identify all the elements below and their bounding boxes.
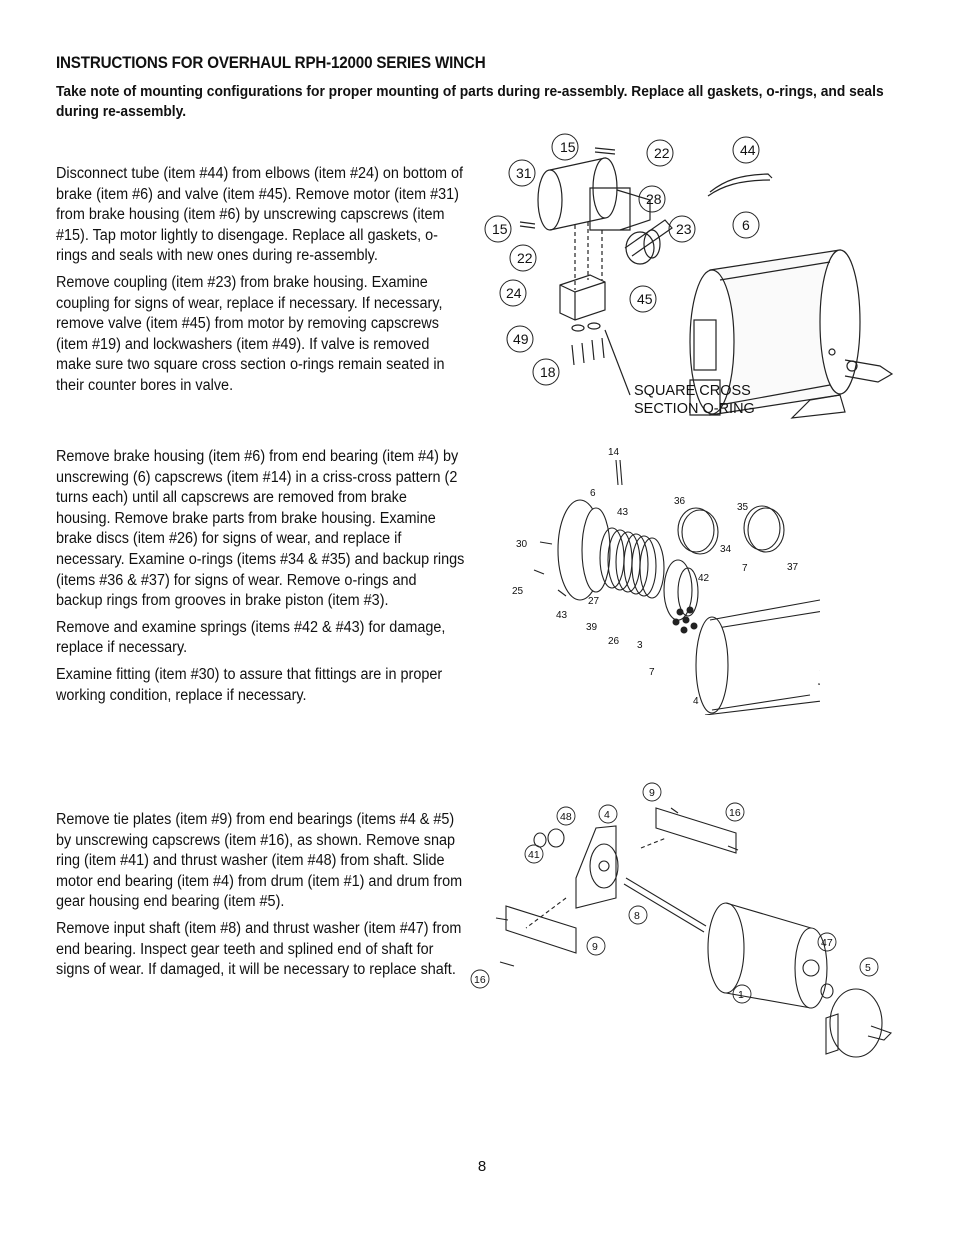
figure-brake-svg [500,440,820,715]
callout-label: 5 [865,962,871,974]
callout-label: 7 [742,563,748,574]
figure-motor-exploded-view [480,130,910,430]
callout-label: 43 [617,507,629,518]
callout-label: 39 [586,622,598,633]
callout-label: 1 [738,989,744,1001]
paragraph: Remove input shaft (item #8) and thrust washer (item #47) from end bearing. Inspect gear teeth and splined end of shaft for signs of wear. If damaged, it will be necessary to replace shaft. [56,919,462,979]
callout-label: 42 [698,573,710,584]
section-drum-removal [56,810,463,987]
callout-label: 25 [512,586,524,597]
callout-label: 24 [506,285,522,301]
callout-label: 34 [720,544,732,555]
callout-label: 9 [592,941,598,953]
callout-label: 48 [560,811,572,823]
callout-label: 22 [517,250,533,266]
callout-label: 47 [821,937,833,949]
callout-label: 45 [637,291,653,307]
paragraph: Disconnect tube (item #44) from elbows (item #24) on bottom of brake (item #6) and valve (item #45). Remove motor (item #31) from brake housing (item #6) by unscrewing capscrews (item #15). Tap motor lightly to disengage. Replace all gaskets, o-rings and seals with new ones during re-assembly. [56,165,464,265]
callout-label: 36 [674,496,686,507]
callout-label: 14 [608,447,620,458]
callout-label: 15 [560,139,576,155]
callout-label: 31 [516,165,532,181]
section-motor-removal [56,164,464,403]
callout-label: 18 [540,364,556,380]
callout-label: 4 [604,809,610,821]
callout-label: 49 [513,331,529,347]
callout-label: 23 [676,221,692,237]
figure-brake-exploded-view [500,440,820,715]
callout-label: 41 [528,849,540,861]
page-title: INSTRUCTIONS FOR OVERHAUL RPH-12000 SERIES WINCH [56,54,486,72]
callout-label: 3 [637,640,643,651]
paragraph: Remove coupling (item #23) from brake housing. Examine coupling for signs of wear, replace if necessary. If necessary, remove valve (item #45) from motor by removing capscrews (item #19) and lockwashers (item #49). If valve is removed make sure two square cross section o-rings remain seated in their counter bores in valve. [56,273,445,394]
figure-motor-svg [480,130,910,430]
callout-label: 9 [649,787,655,799]
paragraph: Remove brake housing (item #6) from end bearing (item #4) by unscrewing (6) capscrews (item #14) in a criss-cross pattern (2 turns each) until all capscrews are removed from brake housing. Remove brake parts from brake housing. Examine brake discs (item #26) for signs of wear, and replace if necessary. Examine o-rings (items #34 & #35) and backup rings (items #36 & #37) for signs of wear. Remove o-rings and backup rings from grooves in brake piston (item #3). [56,448,465,610]
figure-note: SQUARE CROSS [634,383,751,399]
figure-drum-exploded-view [466,778,906,1068]
paragraph: Examine fitting (item #30) to assure that fittings are in proper working condition, replace if necessary. [56,665,443,704]
callout-label: 15 [492,221,508,237]
callout-label: 22 [654,145,670,161]
figure-drum-svg [466,778,906,1068]
section-brake-removal [56,447,465,712]
callout-label: 44 [740,142,756,158]
callout-label: 43 [556,610,568,621]
page-subtitle: Take note of mounting configurations for proper mounting of parts during re-assembly. Replace all gaskets, o-rings, and seals during re-assembly. [56,83,884,120]
figure-note: SECTION O-RING [634,401,755,417]
callout-label: 26 [608,636,620,647]
callout-label: 16 [729,807,741,819]
callout-label: 6 [742,217,750,233]
callout-label: 27 [588,596,600,607]
callout-label: 35 [737,502,749,513]
callout-label: 4 [693,696,699,707]
callout-label: 28 [646,191,662,207]
callout-label: 7 [649,667,655,678]
paragraph: Remove tie plates (item #9) from end bearings (items #4 & #5) by unscrewing capscrews (item #16), as shown. Remove snap ring (item #41) and thrust washer (item #48) from shaft. Slide motor end bearing (item #4) from drum (item #1) and drum from gear housing end bearing (item #5). [56,811,463,911]
callout-label: 30 [516,539,528,550]
callout-label: 16 [474,974,486,986]
callout-label: 6 [590,488,596,499]
callout-label: 8 [634,910,640,922]
page-number: 8 [477,1158,487,1175]
paragraph: Remove and examine springs (items #42 & #43) for damage, replace if necessary. [56,618,446,657]
callout-label: 37 [787,562,799,573]
